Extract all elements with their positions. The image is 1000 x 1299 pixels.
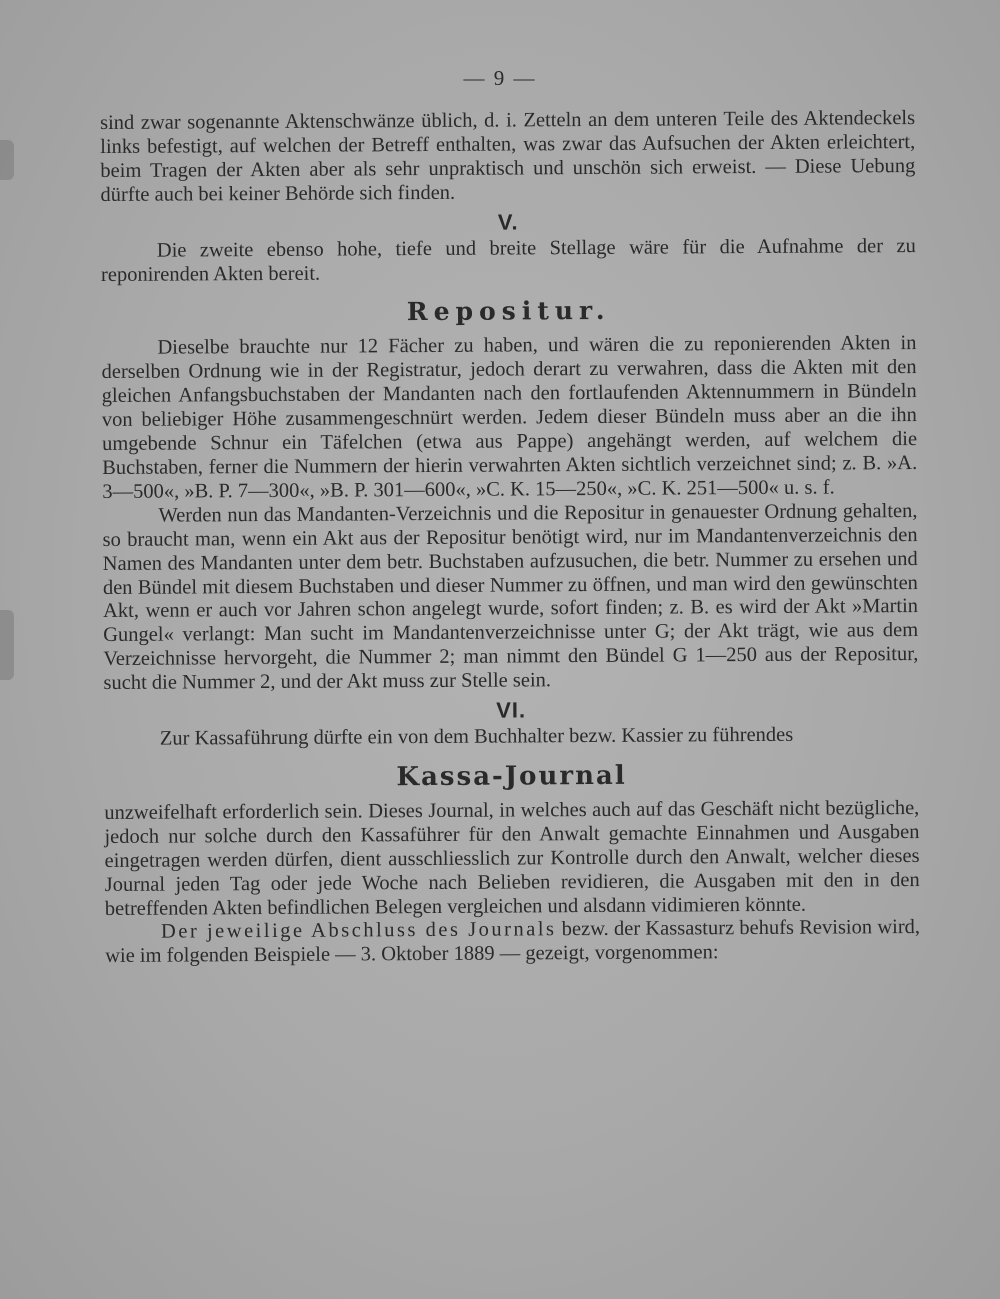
paragraph: unzweifelhaft erforderlich sein. Dieses Journal, in welches auch auf das Geschäft nicht bezügliche, jedoch nur solche durch den Kassaführer für den Anwalt gemachte Einnahmen und Ausgaben eingetragen werden dürfen, dient ausschliesslich zur Kontrolle durch den Anwalt, welcher dieses Journal jeden Tag oder jede Woche nach Belieben revidieren, die Ausgaben mit den in den betreffenden Akten befindlichen Belegen vergleichen und alsdann vidimieren könnte. xyxy=(104,796,920,920)
paragraph-rest: bezw. der Kassasturz behufs Revision wird, wie im folgenden Beispiele — 3. Oktober 1889 — gezeigt, vorgenommen: xyxy=(105,916,921,968)
page-number: — 9 — xyxy=(463,66,537,90)
paragraph: sind zwar sogenannte Aktenschwänze üblich, d. i. Zetteln an dem unteren Teile des Aktendeckels links befestigt, auf welchen der Betreff enthalten, was zwar das Aufsuchen der Akten erleichtert, beim Tragen der Akten aber als sehr unpraktisch und unschön sich erweist. — Diese Uebung dürfte auch bei keiner Behörde sich finden. xyxy=(100,107,916,206)
paragraph: Dieselbe brauchte nur 12 Fächer zu haben, und wären die zu reponierenden Akten in derselben Ordnung wie in der Registratur, jedoch derart zu verwahren, dass die Akten mit den gleichen Anfangsbuchstaben der Mandanten nach den fortlaufenden Aktennummern in Bündeln von beliebiger Höhe zusammengeschnürt werden. Jedem dieser Bündeln muss aber an die ihn umgebende Schnur ein Täfelchen (etwa aus Pappe) angehängt werden, auf welchem die Buchstaben, ferner die Nummern der hierin verwahrten Akten sichtlich verzeichnet sind; z. B. »A. 3—500«, »B. P. 7—300«, »B. P. 301—600«, »C. K. 15—250«, »C. K. 251—500« u. s. f. xyxy=(101,332,918,503)
page-edge-mark xyxy=(0,610,14,680)
paragraph: Werden nun das Mandanten-Verzeichnis und die Repositur in genauester Ordnung gehalten, so braucht man, wenn ein Akt aus der Repositur benötigt wird, nur im Mandantenverzeichnis den Namen des Mandanten unter dem betr. Buchstaben aufzusuchen, die betr. Nummer zu ersehen und den Bündel mit diesem Buchstaben und dieser Nummer zu öffnen, und man wird den gewünschten Akt, wenn er auch vor Jahren schon angelegt wurde, sofort finden; z. B. es wird der Akt »Martin Gungel« verlangt: Man sucht im Mandantenverzeichnisse unter G; der Akt trägt, wie aus dem Verzeichnisse hervorgeht, die Nummer 2; man nimmt den Bündel G 1—250 aus der Repositur, sucht die Nummer 2, und der Akt muss zur Stelle sein. xyxy=(102,499,919,695)
paragraph: Zur Kassaführung dürfte ein von dem Buchhalter bezw. Kassier zu führendes xyxy=(159,723,794,750)
page-edge-mark xyxy=(0,140,14,180)
body-text xyxy=(100,107,920,969)
section-number: V. xyxy=(497,209,519,235)
paragraph xyxy=(105,916,920,969)
paragraph: Die zweite ebenso hohe, tiefe und breite Stellage wäre für die Aufnahme der zu reponirenden Akten bereit. xyxy=(100,234,916,286)
section-number: VI. xyxy=(496,697,527,723)
emphasized-phrase: Der jeweilige Abschluss des Journals xyxy=(160,918,557,944)
section-heading: Repositur. xyxy=(406,296,611,327)
section-heading: Kassa-Journal xyxy=(396,760,627,793)
